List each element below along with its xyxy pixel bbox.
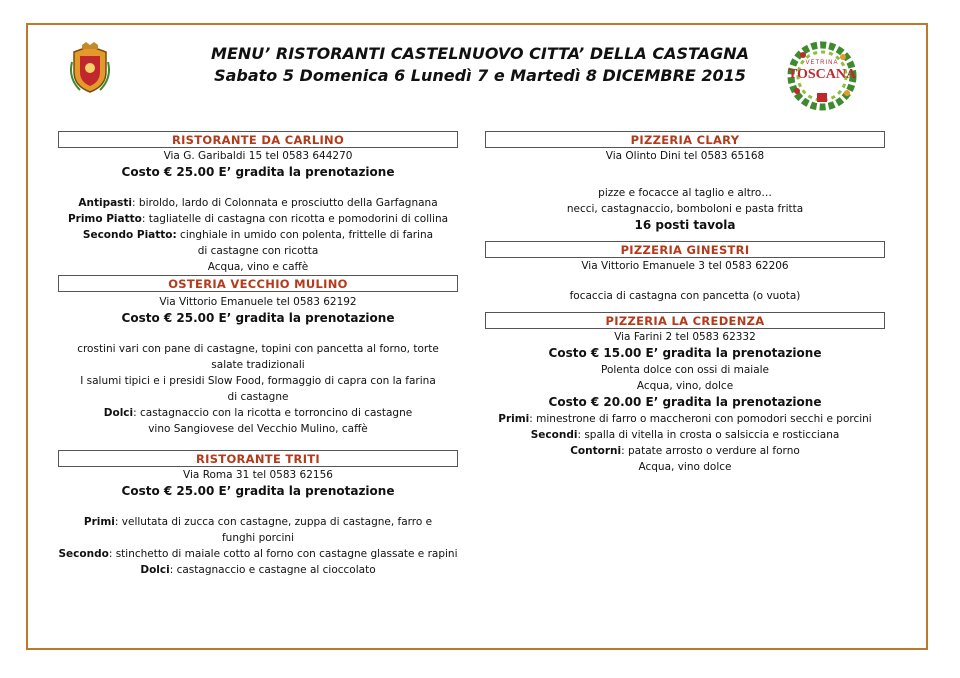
menu-item: Dolci: castagnaccio e castagne al cioccolato [140, 564, 376, 576]
menu-item: Primi: vellutata di zucca con castagne, zuppa di castagne, farro e funghi porcini [83, 516, 433, 544]
logo-main-text: TOSCANA [787, 67, 857, 82]
address-triti: Via Roma 31 tel 0583 62156 [183, 469, 333, 481]
menu-item: pizze e focacce al taglio e altro… [598, 187, 772, 199]
menu-item: Secondi: spalla di vitella in crosta o salsiccia e rosticciana [530, 429, 840, 441]
menu-item: vino Sangiovese del Vecchio Mulino, caffè [148, 423, 368, 435]
restaurant-name-mulino: OSTERIA VECCHIO MULINO [58, 275, 458, 292]
restaurant-name-triti: RISTORANTE TRITI [58, 450, 458, 467]
header-subtitle: Sabato 5 Domenica 6 Lunedì 7 e Martedì 8 DICEMBRE 2015 [214, 66, 746, 85]
address-clary: Via Olinto Dini tel 0583 65168 [605, 150, 765, 162]
menu-item: Secondo: stinchetto di maiale cotto al forno con castagne glassate e rapini [58, 548, 458, 560]
menu-item: Primo Piatto: tagliatelle di castagna con ricotta e pomodorini di collina [67, 213, 449, 225]
menu-item: Dolci: castagnaccio con la ricotta e torroncino di castagne [103, 407, 413, 419]
header-title: MENU’ RISTORANTI CASTELNUOVO CITTA’ DELLA CASTAGNA [211, 44, 749, 63]
left-column [58, 131, 458, 578]
restaurant-name-ginestri: PIZZERIA GINESTRI [485, 241, 885, 258]
menu-item: I salumi tipici e i presidi Slow Food, formaggio di capra con la farina di castagne [80, 375, 436, 403]
vetrina-toscana-logo [783, 41, 861, 111]
right-column [485, 131, 885, 475]
address-carlino: Via G. Garibaldi 15 tel 0583 644270 [163, 150, 353, 162]
address-ginestri: Via Vittorio Emanuele 3 tel 0583 62206 [581, 260, 789, 272]
menu-item: necci, castagnaccio, bomboloni e pasta fritta [566, 203, 804, 215]
menu-item: Antipasti: biroldo, lardo di Colonnata e prosciutto della Garfagnana [78, 197, 438, 209]
costo-mulino: Costo € 25.00 E’ gradita la prenotazione [121, 311, 395, 325]
logo-top-text: VETRINA [805, 60, 839, 66]
menu-item: Acqua, vino dolce [638, 461, 732, 473]
costo-credenza-20: Costo € 20.00 E’ gradita la prenotazione [548, 395, 822, 409]
menu-item: Acqua, vino e caffè [207, 261, 309, 273]
menu-item: focaccia di castagna con pancetta (o vuota) [569, 290, 801, 302]
posti-clary: 16 posti tavola [634, 218, 736, 232]
address-credenza: Via Farini 2 tel 0583 62332 [614, 331, 756, 343]
costo-triti: Costo € 25.00 E’ gradita la prenotazione [121, 484, 395, 498]
restaurant-name-clary: PIZZERIA CLARY [485, 131, 885, 148]
menu-item: Contorni: patate arrosto o verdure al forno [570, 445, 800, 457]
menu-item: Polenta dolce con ossi di maiale [601, 364, 769, 376]
menu-item: Primi: minestrone di farro o maccheroni con pomodori secchi e porcini [498, 413, 872, 425]
menu-item: crostini vari con pane di castagne, topini con pancetta al forno, torte salate tradizionali [77, 343, 439, 371]
menu-item: Secondo Piatto: cinghiale in umido con polenta, frittelle di farina di castagne con ricotta [82, 229, 434, 257]
costo-carlino: Costo € 25.00 E’ gradita la prenotazione [121, 165, 395, 179]
address-mulino: Via Vittorio Emanuele tel 0583 62192 [159, 296, 357, 308]
restaurant-name-carlino: RISTORANTE DA CARLINO [58, 131, 458, 148]
menu-item: Acqua, vino, dolce [636, 380, 734, 392]
restaurant-name-credenza: PIZZERIA LA CREDENZA [485, 312, 885, 329]
costo-credenza-15: Costo € 15.00 E’ gradita la prenotazione [548, 346, 822, 360]
